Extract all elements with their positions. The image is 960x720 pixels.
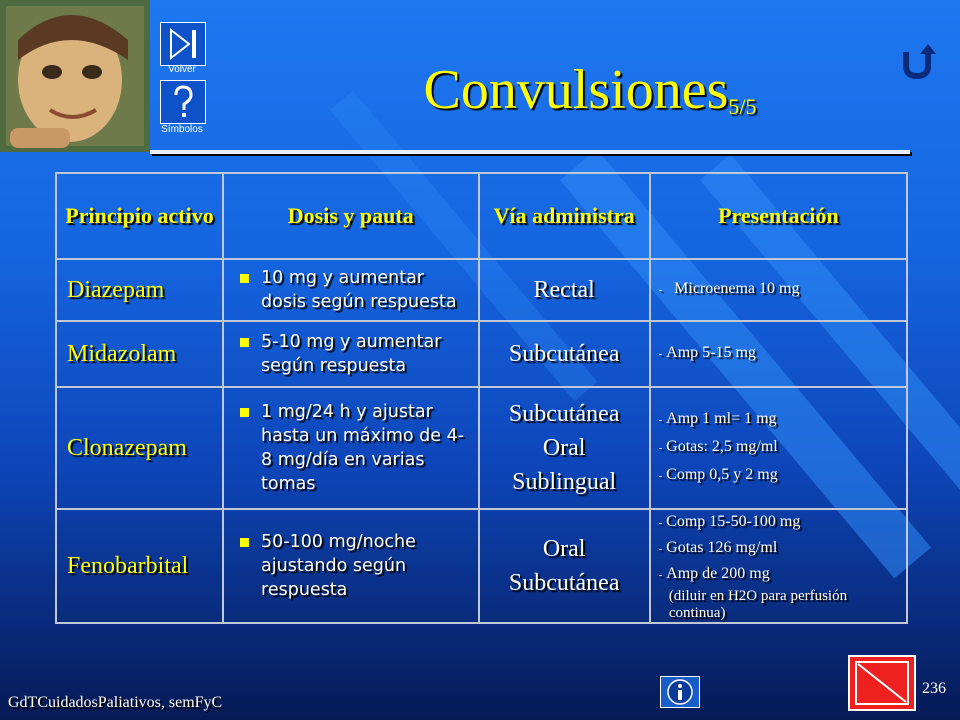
dose-text: 10 mg y aumentar dosis según respuesta — [261, 268, 457, 312]
close-x-icon — [850, 657, 914, 709]
dose-text: 1 mg/24 h y ajustar hasta un máximo de 4-8 mg/día en varias tomas — [261, 402, 465, 494]
info-button[interactable] — [660, 676, 700, 708]
page-number: 236 — [922, 680, 946, 697]
table-header-row — [56, 173, 907, 259]
route-text: Oral — [542, 536, 586, 562]
route-text: Subcutánea — [508, 341, 620, 367]
dose-text: 5-10 mg y aumentar según respuesta — [261, 332, 442, 376]
drug-table — [55, 172, 908, 624]
back-arrow-icon — [161, 23, 205, 65]
presentation-item: - Comp 15-50-100 mg — [658, 513, 801, 530]
presentation-note: (diluir en H2O para perfusión continua) — [668, 588, 848, 621]
route-text: Subcutánea — [508, 570, 620, 596]
portrait-image — [0, 0, 150, 152]
presentation-item: - Gotas 126 mg/ml — [658, 539, 778, 556]
info-icon — [661, 677, 699, 707]
route-text: Subcutánea — [508, 401, 620, 427]
presentation-item: - Amp de 200 mg — [658, 565, 770, 582]
route-text: Oral — [542, 435, 586, 461]
return-arrow-icon — [900, 42, 938, 80]
table-row — [56, 321, 907, 387]
simbolos-button[interactable] — [160, 80, 206, 124]
title-divider — [150, 150, 910, 154]
drug-name: Midazolam — [56, 321, 223, 387]
volver-label: Volver — [168, 64, 196, 75]
return-button[interactable] — [900, 42, 938, 80]
route-text: Rectal — [533, 277, 595, 303]
bullet-icon — [240, 408, 249, 417]
presentation-item: - Gotas: 2,5 mg/ml — [658, 438, 778, 455]
presentation-item: - Amp 5-15 mg — [658, 344, 756, 361]
bullet-icon — [240, 538, 249, 547]
table-row — [56, 387, 907, 509]
header-via: Vía administra — [479, 173, 650, 259]
header-presentacion: Presentación — [650, 173, 907, 259]
question-icon — [161, 81, 205, 123]
presentation-item: - Comp 0,5 y 2 mg — [658, 466, 778, 483]
dose-text: 50-100 mg/noche ajustando según respuesta — [261, 532, 416, 600]
header-dosis: Dosis y pauta — [223, 173, 478, 259]
drug-name: Clonazepam — [56, 387, 223, 509]
title-sub: 5/5 — [728, 94, 757, 119]
simbolos-label: Símbolos — [161, 124, 203, 135]
title-main: Convulsiones — [423, 59, 729, 121]
route-text: Sublingual — [512, 469, 617, 495]
page-title — [380, 58, 800, 122]
drug-name: Diazepam — [56, 259, 223, 321]
bullet-icon — [240, 338, 249, 347]
table-row — [56, 509, 907, 623]
table-row — [56, 259, 907, 321]
volver-button[interactable] — [160, 22, 206, 66]
presentation-item: - Microenema 10 mg — [658, 280, 800, 297]
footer-credit: GdTCuidadosPaliativos, semFyC — [8, 694, 223, 711]
presentation-item: - Amp 1 ml= 1 mg — [658, 410, 777, 427]
close-button[interactable] — [848, 655, 916, 711]
header-principio: Principio activo — [56, 173, 223, 259]
bullet-icon — [240, 274, 249, 283]
drug-name: Fenobarbital — [56, 509, 223, 623]
